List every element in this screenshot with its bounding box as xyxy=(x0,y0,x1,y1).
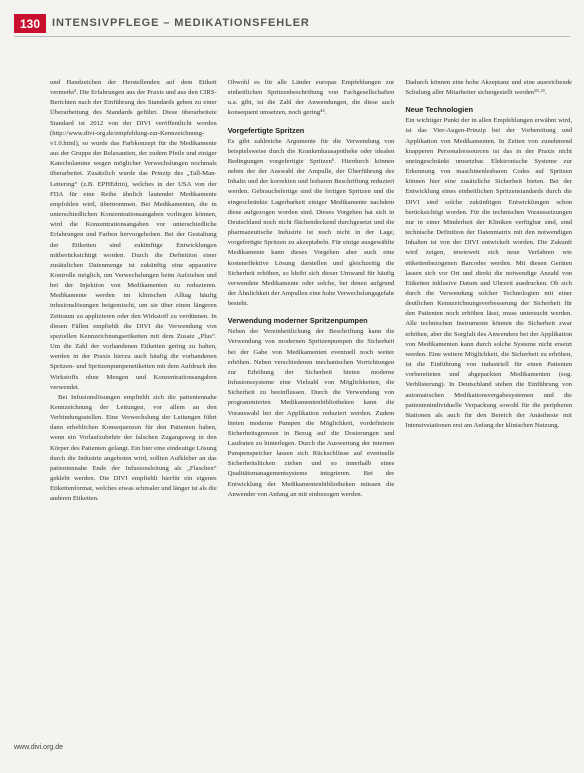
page-number-badge: 130 xyxy=(14,14,46,33)
text-column-2 xyxy=(228,78,395,738)
page-footer-url: www.divi.org.de xyxy=(14,744,64,751)
text-column-3 xyxy=(405,78,572,738)
body-paragraph: Neben der Vereinheitlichung der Beschriftung kann die Verwendung von modernen Spritzenpumpen die Sicherheit bei der Gabe von Medikamenten eventuell noch weiter erhöhen. Neben verschiedenen mechanischen Vorrichtungen zur Erhöhung der Sicherheit bieten moderne Infusionssysteme eine Vielzahl von Möglichkeiten, die Sicherheit zu beeinflussen. Durch die Verwendung von programmierten Medikamentenbibliotheken kann die Vorauswahl bei der Applikation reduziert werden. Zudem bieten moderne Pumpen die Möglichkeit, vordefinierte Sicherheitsgrenzen in Bezug auf die Dosierungen und Laufraten zu hinterlegen. Durch die Auswertung der internen Pumpenspeicher lassen sich Rückschlüsse auf eventuelle Sicherheitslücken ziehen und so innerhalb eines Qualitätsmanagementsystems integrieren. Bei der Entwicklung der Medikamentenbibliotheken müssen die Anwender von Anfang an mit einbezogen werden. xyxy=(227,328,395,498)
body-paragraph: Ein wichtiger Punkt der in allen Empfehlungen erwähnt wird, ist das Vier-Augen-Prinzip bei der Vorbereitung und Applikation von Medikamenten. In Zeiten von zunehmend knapperen Personalressourcen ist das in der Praxis nicht uneingeschränkt umsetzbar. Elektronische Systeme zur Erkennung von maschinenlesbaren Codes auf Spritzen können hier eine zusätzliche Sicherheit bieten. Bei der Entwicklung eines einheitlichen Spritzenstandards durch die DIVI sind solche zukünftigen Entwicklungen schon berücksichtigt worden. Für die technischen Voraussetzungen nur in einer Minderheit der Kliniken verfügbar sind, sind technische Definition der Datenmatrix mit den notwendigen Inhalten ist von der DIVI entwickelt worden. Die Zukunft wird zeigen, inwieweit sich neue Verfahren wie etikettenbezogenen Barcodes werden. Mit diesen Geräten lassen sich vor Ort und direkt die notwendige Anzahl von Etiketten inklusive Datum und Uhrzeit ausdrucken. Ob sich durch die Verwendung solcher Technologien mit einer deutlichen Kennzeichnungsverbesserung der Sicherheit für den Patienten noch erhöhen lässt, muss untersucht werden. Alle technischen Instrumente können die Sicherheit zwar erhöhen, aber die Sorgfalt des Anwenders bei der Applikation von Medikamenten kann durch solche Systeme nicht ersetzt werden. Eine weitere Möglichkeit, die Sicherheit zu erhöhen, ist die Einführung von industriell für einen Patienten vorbereiteten und abgepackten Medikamenten (sog. Verblisterung). In Deutschland stehen die Einführung von automatischen Medikationsvergabesystemen und die patientenindividuelle Verpackung sowohl für die peripheren Stationen als auch für den Bereich der Anästhesie mit Intensivstationen erst am Anfang der klinischen Nutzung. xyxy=(405,117,573,429)
header-divider xyxy=(14,36,570,37)
section-heading: Verwendung moderner Spritzenpumpen xyxy=(227,316,368,326)
body-paragraph: und Handzeichen der Herstellenden auf dem Etikett vermerkt³. Die Erfahrungen aus der Praxis und aus den CIRS-Berichten nach der Einführung des Standards geben zu einer Überarbeitung des Standards geführt. Diese überarbeitete Standard ist 2012 von der DIVI veröffentlicht worden (http://www.divi-org.de/empfehlung-zur-Kennzeichnung-v1.0.html), so wurde das Farbkonzept für die Medikamente aus der Gruppe der Relaxantien, der zudem Pfeile und einiger Katecholamine wegen möglicher Verwechslungen nochmals überarbeitet. Zusätzlich wurde das Prinzip des „Tall-Man-Lettering“ (z.B. EPHEdrin), welches in der USA von der FDA für eine Reihe ähnlich lautender Medikamente empfohlen wird, übernommen. Bei Medikamenten, die in unterschiedlichen Konzentrationsangaben vorliegen können, wird die Konzentrationsangaben vor unterschiedliche Erfahrungen und Farben hervorgehoben. Bei der Gestaltung der Etiketten sind zukünftige Entwicklungen mitberücksichtigt worden. Durch die Definition einer zusätzlichen Datenmenge ist zukünftig eine apparative Kontrolle möglich, um Verwechslungen beim Aufziehen und bei der Injektion von Medikamenten zu reduzieren. Medikamente werden im klinischen Alltag häufig infusionslösungen beigemischt, um sie über einen längeren Zeitraum zu applizieren oder den Wirkstoff zu verdünnen. In diesen Fällen empfiehlt die DIVI die Verwendung von speziellen Kennzeichnungsetiketten mit dem Zusatz „Plus“. Um die Zahl der vorhandenen Etiketten gering zu halten, werden in der Praxis hierzu auch häufig die vorhandenen Spritzen- und Spritzenpumpenetiketten mit dem Aufdruck des Wirkstoffs ohne Mengen und Konzentrationsangaben verwendet. xyxy=(50,79,217,391)
article-body xyxy=(50,78,572,738)
body-paragraph: Dadurch können eine hohe Akzeptanz und eine ausreichende Schulung aller Mitarbeiter sichergestellt werden¹⁰·¹¹. xyxy=(405,79,573,97)
section-heading: Neue Technologien xyxy=(405,105,473,115)
body-paragraph: Bei Infusionslösungen empfiehlt sich die patientennahe Kennzeichnung der Leitungen, vor allem an den Verbindungsstellen. Eine Verwechslung der Leitungen führt dann erheblichen Konsequenzen für den Patienten haben, wenn ein Vorlaufzubehör der falschen Zugangsweg in den Körper des Patienten gelangt. Ein hier eine eindeutige Lösung durch die Industrie angeboten wird, sollten Aufkleber an das patientennahe Ende der Infusionsleitung als „Flaschen“ geklebt werden. Die DIVI empfiehlt hierfür ein eigenes Etikettenformat, welches etwas schmaler und länger ist als die anderen Etiketten. xyxy=(50,393,217,503)
running-header-title: INTENSIVPFLEGE – MEDIKATIONSFEHLER xyxy=(52,17,310,29)
text-column-1 xyxy=(50,78,217,738)
section-heading: Vorgefertigte Spritzen xyxy=(227,125,305,135)
body-paragraph: Es gibt zahlreiche Argumente für die Verwendung von beispielsweise durch die Krankenhausapotheke oder idealen Bedingungen vorgefertigte Spritzen⁶. Hierdurch können neben der der Auswahl der Ampulle, der Überführung des Inhalts und der korrekten und lesbaren Beschriftung reduziert werden. Gebrauchsfertige sind die fertigen Spritzen und die eingeschränkte Lagerbarkeit einiger Medikamente nachdem diese aufgezogen worden sind. Dieses Vorgehen hat sich in Deutschland noch nicht flächendeckend durchgesetzt und die pharmazeutische Industrie ist noch nicht in der Lage, vorgefertigte Spritzen zu akzeptabeln. Für einige ausgewählte Medikamente kann dieses Vorgehen aber auch eine kosteneffektive Lösung darstellen und gleichzeitig die Sicherheit erhöhen, so bleibt sich dieser Umwand für häufig verwendete Medikamente oder solche, bei denen aufgrund der Ähnlichkeit der Ampullen eine hohe Verwechslungsgefahr besteht. xyxy=(227,137,395,308)
page-header xyxy=(14,12,570,34)
body-paragraph: Obwohl es für alle Länder europas Empfehlungen zur einheitlichen Spritzenbeschriftung von Fachgesellschaften u.a. gibt, ist die Zahl der Anwendungen, die diese auch konsequent umsetzen, noch gering⁴⁵. xyxy=(227,79,395,117)
